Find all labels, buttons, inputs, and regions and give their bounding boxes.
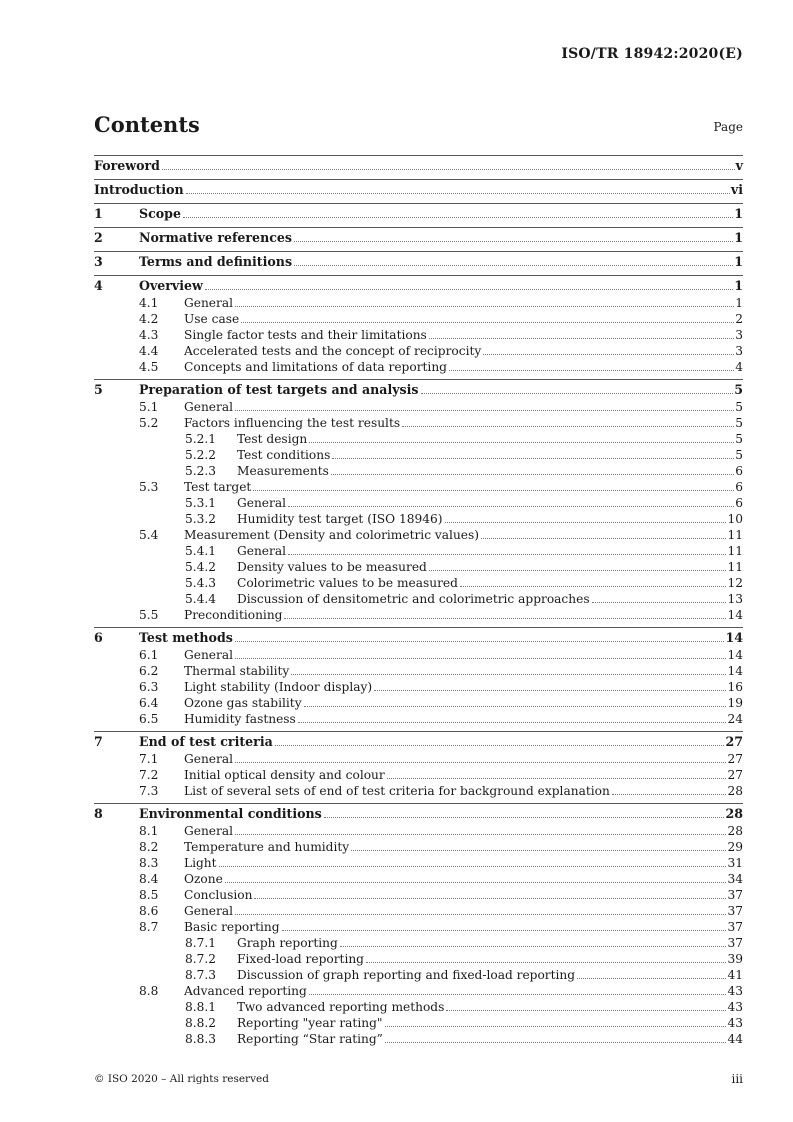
toc-entry-number: 8.6 (139, 904, 159, 918)
toc-entry-title: General (237, 544, 286, 558)
toc-entry[interactable] (94, 575, 743, 591)
toc-entry-page: 37 (727, 936, 743, 950)
toc-entry[interactable] (94, 229, 743, 247)
toc-entry-number: 4.1 (139, 296, 159, 310)
toc-entry[interactable] (94, 463, 743, 479)
toc-separator (94, 155, 743, 156)
toc-entry-number: 5.4.3 (185, 576, 217, 590)
toc-dot-leader (309, 442, 734, 443)
toc-entry-page: 31 (727, 856, 743, 870)
toc-entry-title: Ozone gas stability (184, 696, 302, 710)
toc-entry-page: 37 (727, 888, 743, 902)
toc-entry-number: 4.2 (139, 312, 159, 326)
toc-entry-page: 5 (735, 432, 743, 446)
toc-separator (94, 379, 743, 380)
toc-entry-number: 8.8 (139, 984, 159, 998)
toc-entry-number: 6.3 (139, 680, 159, 694)
toc-entry-number: 5.3 (139, 480, 159, 494)
toc-entry[interactable] (94, 381, 743, 399)
toc-dot-leader (421, 393, 734, 394)
toc-entry-title: Preparation of test targets and analysis (139, 382, 419, 397)
toc-entry-page: v (735, 158, 743, 173)
toc-entry[interactable] (94, 1031, 743, 1047)
toc-entry-number: 5.4.2 (185, 560, 217, 574)
toc-entry-title: Factors influencing the test results (184, 416, 401, 430)
toc-entry-page: 28 (725, 806, 743, 821)
toc-dot-leader (385, 1026, 727, 1027)
toc-dot-leader (374, 690, 726, 691)
toc-entry-number: 8.1 (139, 824, 159, 838)
toc-entry[interactable] (94, 311, 743, 327)
toc-entry-number: 8.7 (139, 920, 159, 934)
toc-entry[interactable] (94, 157, 743, 175)
toc-entry-title: Test conditions (237, 448, 331, 462)
toc-dot-leader (291, 674, 726, 675)
toc-entry-number: 8.8.3 (185, 1032, 217, 1046)
toc-entry-page: 1 (734, 230, 743, 245)
document-id-header: ISO/TR 18942:2020(E) (561, 46, 743, 62)
toc-entry-title: General (184, 824, 233, 838)
toc-separator (94, 227, 743, 228)
toc-entry-page: 43 (727, 1016, 743, 1030)
toc-entry[interactable] (94, 695, 743, 711)
toc-entry-title: List of several sets of end of test criteria for background explanation (184, 784, 610, 798)
toc-entry[interactable] (94, 871, 743, 887)
toc-entry[interactable] (94, 277, 743, 295)
toc-entry-title: Discussion of graph reporting and fixed-load reporting (237, 968, 576, 982)
toc-entry-number: 8.2 (139, 840, 159, 854)
toc-entry-page: 27 (725, 734, 743, 749)
toc-entry[interactable] (94, 527, 743, 543)
toc-entry-title: Scope (139, 206, 181, 221)
toc-entry-title: General (184, 400, 233, 414)
toc-entry-title: Test target (184, 480, 252, 494)
toc-entry-title: Ozone (184, 872, 223, 886)
toc-entry-page: 11 (727, 544, 743, 558)
page-number-footer: iii (731, 1072, 743, 1086)
toc-entry-page: 11 (727, 560, 743, 574)
toc-entry-page: 10 (727, 512, 743, 526)
toc-entry-title: Discussion of densitometric and colorimetric approaches (237, 592, 590, 606)
toc-entry-title: Concepts and limitations of data reporting (184, 360, 447, 374)
toc-dot-leader (183, 217, 733, 218)
toc-dot-leader (162, 169, 735, 170)
toc-dot-leader (235, 914, 726, 915)
toc-dot-leader (429, 338, 734, 339)
toc-entry-title: General (184, 296, 233, 310)
toc-entry-title: Humidity fastness (184, 712, 296, 726)
toc-entry[interactable] (94, 205, 743, 223)
toc-entry[interactable] (94, 511, 743, 527)
toc-entry-number: 2 (94, 230, 103, 245)
toc-entry-page: 2 (735, 312, 743, 326)
toc-entry-page: 13 (727, 592, 743, 606)
toc-dot-leader (429, 570, 727, 571)
toc-dot-leader (402, 426, 734, 427)
toc-dot-leader (446, 1010, 726, 1011)
toc-entry[interactable] (94, 399, 743, 415)
toc-entry-title: General (237, 496, 286, 510)
toc-separator (94, 251, 743, 252)
toc-entry-title: Reporting “Star rating” (237, 1032, 383, 1046)
toc-entry-number: 5.2.1 (185, 432, 217, 446)
toc-entry-number: 4.5 (139, 360, 159, 374)
toc-dot-leader (275, 745, 725, 746)
toc-dot-leader (460, 586, 727, 587)
toc-entry-title: Light (184, 856, 217, 870)
toc-entry-page: 6 (735, 464, 743, 478)
toc-entry-number: 5.4.4 (185, 592, 217, 606)
toc-entry-page: 4 (735, 360, 743, 374)
toc-entry-page: 24 (727, 712, 743, 726)
toc-entry-number: 5.3.1 (185, 496, 217, 510)
copyright-footer: © ISO 2020 – All rights reserved (94, 1073, 269, 1085)
toc-entry-page: 6 (735, 480, 743, 494)
toc-entry-number: 4.3 (139, 328, 159, 342)
toc-dot-leader (577, 978, 726, 979)
toc-entry-number: 3 (94, 254, 103, 269)
toc-dot-leader (445, 522, 727, 523)
toc-entry[interactable] (94, 783, 743, 799)
toc-dot-leader (225, 882, 727, 883)
toc-dot-leader (205, 289, 733, 290)
toc-entry-page: 27 (727, 768, 743, 782)
toc-dot-leader (235, 762, 726, 763)
toc-separator (94, 731, 743, 732)
toc-entry-page: 3 (735, 344, 743, 358)
toc-dot-leader (385, 1042, 727, 1043)
toc-entry[interactable] (94, 447, 743, 463)
toc-entry-page: 6 (735, 496, 743, 510)
toc-entry[interactable] (94, 295, 743, 311)
toc-entry-title: Measurement (Density and colorimetric values) (184, 528, 480, 542)
toc-dot-leader (332, 458, 734, 459)
toc-entry-page: 29 (727, 840, 743, 854)
toc-entry[interactable] (94, 733, 743, 751)
toc-entry[interactable] (94, 967, 743, 983)
toc-entry[interactable] (94, 711, 743, 727)
toc-entry-number: 5.2.3 (185, 464, 217, 478)
toc-dot-leader (235, 658, 726, 659)
toc-entry-number: 8.7.1 (185, 936, 217, 950)
toc-entry[interactable] (94, 253, 743, 271)
toc-entry-page: 1 (734, 254, 743, 269)
toc-entry-number: 4.4 (139, 344, 159, 358)
toc-dot-leader (186, 193, 730, 194)
toc-entry-title: End of test criteria (139, 734, 273, 749)
toc-entry-page: 5 (735, 416, 743, 430)
toc-separator (94, 179, 743, 180)
toc-entry-number: 1 (94, 206, 103, 221)
toc-entry-page: 37 (727, 920, 743, 934)
toc-entry-number: 5.2.2 (185, 448, 217, 462)
toc-entry-number: 5.1 (139, 400, 159, 414)
toc-dot-leader (235, 306, 734, 307)
toc-entry-number: 8.8.2 (185, 1016, 217, 1030)
toc-entry-title: Basic reporting (184, 920, 280, 934)
toc-dot-leader (449, 370, 734, 371)
toc-dot-leader (340, 946, 727, 947)
toc-entry-title: Density values to be measured (237, 560, 427, 574)
toc-entry-title: Thermal stability (184, 664, 290, 678)
toc-entry[interactable] (94, 887, 743, 903)
toc-entry-page: 1 (734, 278, 743, 293)
toc-entry-number: 7 (94, 734, 103, 749)
toc-dot-leader (481, 538, 726, 539)
toc-entry-page: 5 (734, 382, 743, 397)
toc-entry[interactable] (94, 629, 743, 647)
toc-entry-number: 8.8.1 (185, 1000, 217, 1014)
toc-entry-title: Use case (184, 312, 240, 326)
toc-dot-leader (253, 490, 734, 491)
toc-entry-page: 11 (727, 528, 743, 542)
toc-entry-number: 5 (94, 382, 103, 397)
toc-entry-page: 39 (727, 952, 743, 966)
toc-entry-page: 1 (734, 206, 743, 221)
toc-entry[interactable] (94, 805, 743, 823)
toc-dot-leader (235, 834, 726, 835)
toc-entry-title: Conclusion (184, 888, 253, 902)
toc-entry-page: 16 (727, 680, 743, 694)
toc-entry[interactable] (94, 751, 743, 767)
toc-entry-number: 8.4 (139, 872, 159, 886)
toc-entry-title: General (184, 904, 233, 918)
toc-entry-number: 5.5 (139, 608, 159, 622)
toc-dot-leader (612, 794, 727, 795)
table-of-contents (94, 155, 743, 1047)
toc-dot-leader (241, 322, 734, 323)
toc-entry-page: 14 (727, 608, 743, 622)
toc-entry-page: 12 (727, 576, 743, 590)
toc-entry-page: 41 (727, 968, 743, 982)
toc-entry-number: 5.4.1 (185, 544, 217, 558)
toc-entry[interactable] (94, 647, 743, 663)
toc-entry[interactable] (94, 495, 743, 511)
toc-entry[interactable] (94, 999, 743, 1015)
toc-separator (94, 203, 743, 204)
toc-entry-page: 3 (735, 328, 743, 342)
toc-entry-title: Normative references (139, 230, 293, 245)
toc-entry-page: 27 (727, 752, 743, 766)
toc-dot-leader (324, 817, 725, 818)
toc-entry[interactable] (94, 903, 743, 919)
toc-entry-title: Test design (237, 432, 308, 446)
toc-entry[interactable] (94, 343, 743, 359)
toc-entry-title: Colorimetric values to be measured (237, 576, 458, 590)
contents-title: Contents (94, 112, 200, 137)
toc-dot-leader (235, 410, 734, 411)
toc-entry-title: General (184, 648, 233, 662)
toc-separator (94, 627, 743, 628)
toc-dot-leader (288, 554, 726, 555)
toc-entry-number: 6.1 (139, 648, 159, 662)
toc-entry-number: 8.3 (139, 856, 159, 870)
toc-entry[interactable] (94, 559, 743, 575)
toc-dot-leader (351, 850, 726, 851)
toc-entry[interactable] (94, 823, 743, 839)
toc-entry[interactable] (94, 431, 743, 447)
toc-entry-number: 7.2 (139, 768, 159, 782)
toc-entry[interactable] (94, 415, 743, 431)
toc-entry[interactable] (94, 767, 743, 783)
toc-entry-title: Environmental conditions (139, 806, 322, 821)
toc-dot-leader (366, 962, 726, 963)
toc-entry[interactable] (94, 935, 743, 951)
toc-entry[interactable] (94, 181, 743, 199)
toc-dot-leader (284, 618, 726, 619)
toc-entry-title: Humidity test target (ISO 18946) (237, 512, 443, 526)
toc-entry-page: 1 (735, 296, 743, 310)
toc-entry-title: Reporting "year rating" (237, 1016, 383, 1030)
toc-entry-title: Two advanced reporting methods (237, 1000, 445, 1014)
toc-entry-number: 8.7.3 (185, 968, 217, 982)
toc-entry-title: Test methods (139, 630, 233, 645)
toc-entry-number: 7.1 (139, 752, 159, 766)
toc-dot-leader (235, 641, 725, 642)
toc-entry-page: 28 (727, 824, 743, 838)
toc-entry-page: 5 (735, 400, 743, 414)
toc-entry-title: Overview (139, 278, 203, 293)
toc-entry-page: vi (730, 182, 743, 197)
toc-entry[interactable] (94, 983, 743, 999)
toc-dot-leader (331, 474, 734, 475)
toc-entry-title: Advanced reporting (184, 984, 307, 998)
toc-entry-number: 6.5 (139, 712, 159, 726)
toc-entry-title: Temperature and humidity (184, 840, 350, 854)
toc-entry-page: 14 (727, 664, 743, 678)
toc-entry-number: 8.5 (139, 888, 159, 902)
toc-separator (94, 803, 743, 804)
toc-dot-leader (294, 265, 733, 266)
toc-entry[interactable] (94, 1015, 743, 1031)
toc-dot-leader (483, 354, 734, 355)
toc-entry-title: Measurements (237, 464, 329, 478)
toc-entry-page: 5 (735, 448, 743, 462)
page-column-label: Page (713, 120, 743, 134)
toc-entry-number: 8 (94, 806, 103, 821)
toc-entry-page: 14 (727, 648, 743, 662)
toc-entry-number: 4 (94, 278, 103, 293)
toc-entry-title: Initial optical density and colour (184, 768, 385, 782)
toc-separator (94, 275, 743, 276)
toc-entry-title: Graph reporting (237, 936, 338, 950)
toc-entry[interactable] (94, 663, 743, 679)
toc-entry[interactable] (94, 607, 743, 623)
toc-dot-leader (254, 898, 726, 899)
toc-entry-number: 5.3.2 (185, 512, 217, 526)
toc-entry[interactable] (94, 591, 743, 607)
toc-entry-page: 19 (727, 696, 743, 710)
toc-entry-title: Fixed-load reporting (237, 952, 364, 966)
toc-dot-leader (219, 866, 727, 867)
toc-dot-leader (298, 722, 727, 723)
toc-entry-page: 44 (727, 1032, 743, 1046)
toc-entry-page: 43 (727, 984, 743, 998)
toc-entry[interactable] (94, 543, 743, 559)
toc-entry-number: 6.4 (139, 696, 159, 710)
toc-entry-title: Terms and definitions (139, 254, 293, 269)
toc-dot-leader (309, 994, 727, 995)
toc-dot-leader (294, 241, 733, 242)
toc-entry-number: 5.4 (139, 528, 159, 542)
toc-entry-number: 6.2 (139, 664, 159, 678)
toc-entry[interactable] (94, 359, 743, 375)
toc-entry-title: Preconditioning (184, 608, 283, 622)
toc-dot-leader (282, 930, 727, 931)
toc-entry-number: 7.3 (139, 784, 159, 798)
toc-entry[interactable] (94, 951, 743, 967)
toc-entry-title: Accelerated tests and the concept of reciprocity (184, 344, 482, 358)
toc-entry[interactable] (94, 839, 743, 855)
toc-entry[interactable] (94, 679, 743, 695)
toc-entry-title: Introduction (94, 182, 184, 197)
toc-entry[interactable] (94, 479, 743, 495)
toc-entry-page: 43 (727, 1000, 743, 1014)
toc-entry[interactable] (94, 919, 743, 935)
toc-entry-page: 37 (727, 904, 743, 918)
toc-entry-page: 28 (727, 784, 743, 798)
toc-entry-number: 5.2 (139, 416, 159, 430)
toc-dot-leader (387, 778, 727, 779)
toc-entry-title: General (184, 752, 233, 766)
toc-entry-number: 8.7.2 (185, 952, 217, 966)
toc-dot-leader (592, 602, 727, 603)
toc-entry-title: Light stability (Indoor display) (184, 680, 373, 694)
toc-dot-leader (304, 706, 727, 707)
toc-entry-page: 34 (727, 872, 743, 886)
toc-entry-title: Foreword (94, 158, 160, 173)
toc-entry-title: Single factor tests and their limitations (184, 328, 427, 342)
toc-entry[interactable] (94, 855, 743, 871)
toc-entry-page: 14 (725, 630, 743, 645)
toc-entry[interactable] (94, 327, 743, 343)
toc-dot-leader (288, 506, 734, 507)
toc-entry-number: 6 (94, 630, 103, 645)
